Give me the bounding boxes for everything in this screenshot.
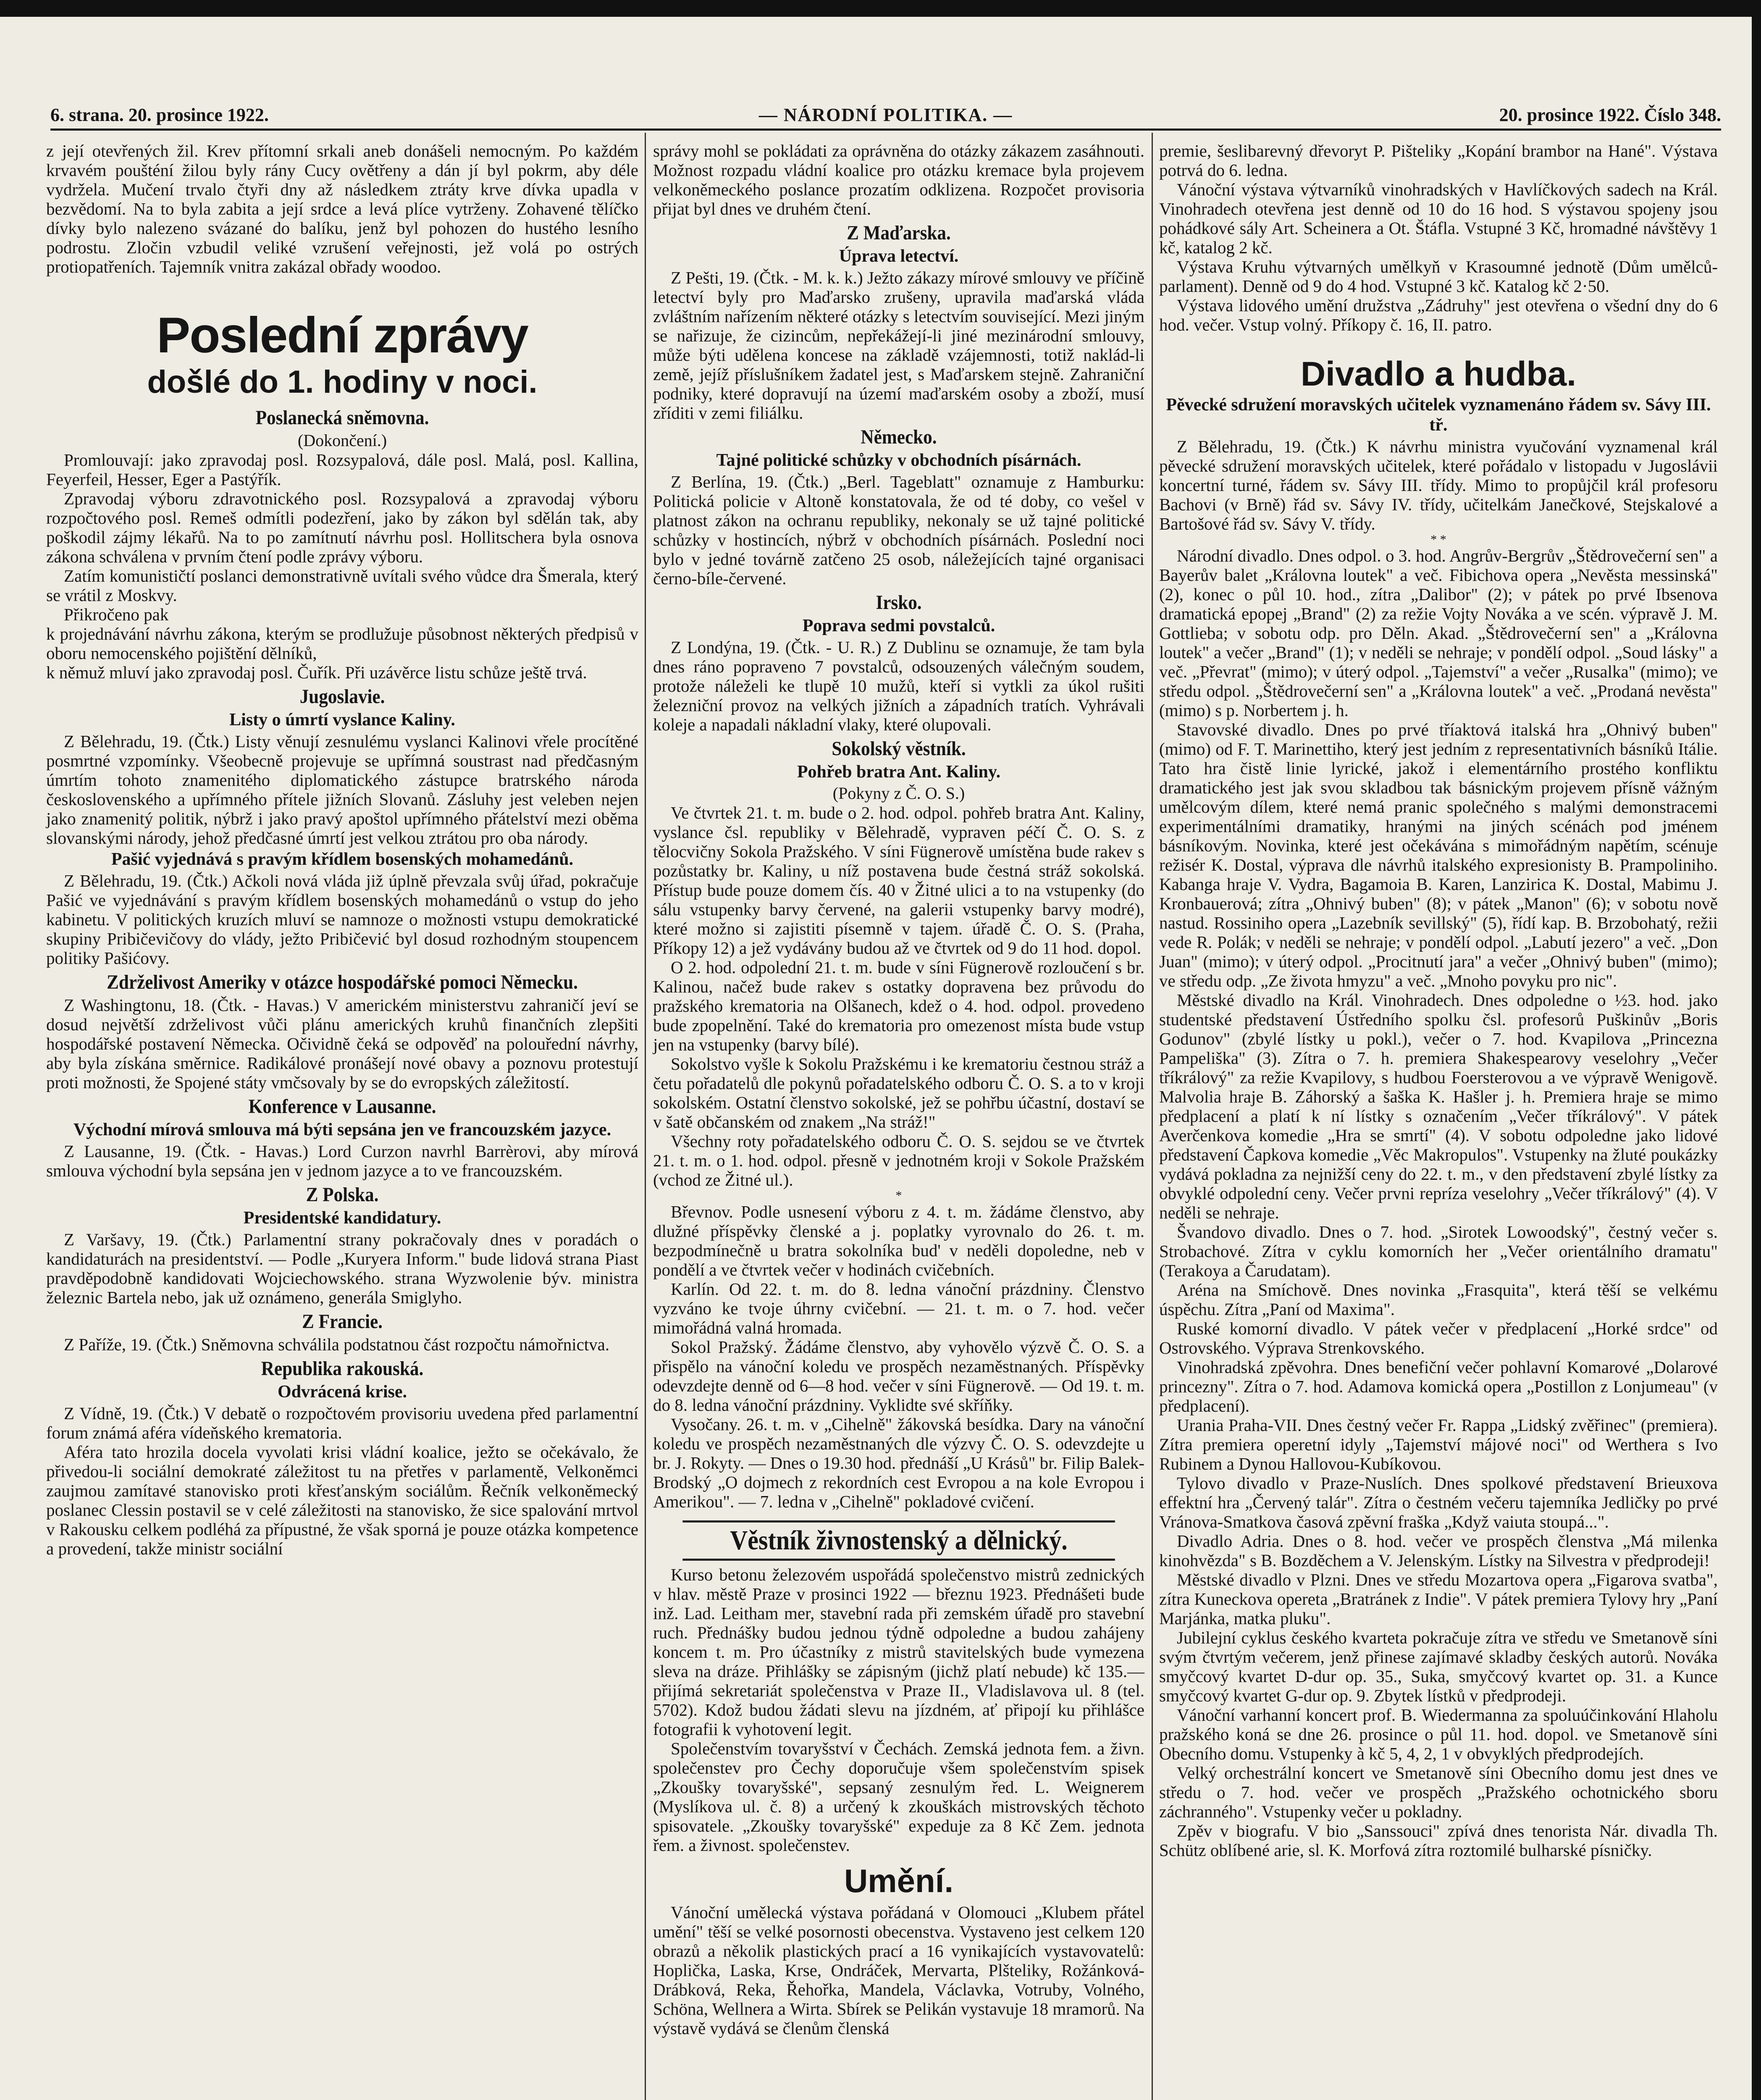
- article-paragraph: O 2. hod. odpolední 21. t. m. bude v síni Fügnerově rozloučení s br. Kalinou, načež bude rakev s ostatky dopravena bez průvodu do pražského krematoria na Olšanech, kdež o 4. hod. odpol. provedeno bude zpopelnění. Také do krematoria pro omezenost místa bude vstup jen na vstupenky (barvy bílé).: [653, 958, 1144, 1054]
- article-paragraph: Z Bělehradu, 19. (Čtk.) K návrhu ministra vyučování vyznamenal král pěvecké sdružení moravských učitelek, které pořádalo v listopadu v Jugoslávii koncertní turné, řádem sv. Sávy III. třídy. Mimo to propůjčil král profesoru Bachovi (v Brně) řád sv. Sávy IV. třídy, učitelkám Janečkové, Stejskalové a Bartošové řád sv. Sávy V. třídy.: [1159, 437, 1718, 533]
- article-paragraph: k projednávání návrhu zákona, kterým se prodlužuje působnost některých předpisů v oboru nemocenského pojištění dělníků,: [46, 624, 638, 663]
- article-subheading: Východní mírová smlouva má býti sepsána jen ve francouzském jazyce.: [73, 1120, 611, 1139]
- article-paragraph: Z Lausanne, 19. (Čtk. - Havas.) Lord Curzon navrhl Barrèrovi, aby mírová smlouva východní byla sepsána jen v jednom jazyce a to ve francouzském.: [46, 1142, 638, 1180]
- article-paragraph: Výstava Kruhu výtvarných umělkyň v Krasoumné jednotě (Dům umělců-parlament). Denně od 9 do 4 hod. Vstupné 3 kč. Katalog kč 2·50.: [1159, 257, 1718, 296]
- article-paragraph: Společenstvím tovaryšství v Čechách. Zemská jednota fem. a živn. společenstev pro Čechy doporučuje všem společenstvím spisek „Zkoušky tovaryšské", sepsaný zesnulým řed. L. Weignerem (Myslíkova ul. č. 8) a určený k zkouškách mistrovských těchoto spisovatele. „Zkoušky tovaryšské" expeduje za 8 Kč Zem. jednota řem. a živnost. společenstev.: [653, 1739, 1144, 1855]
- article-heading: Jugoslavie.: [299, 685, 385, 708]
- article-paragraph: Urania Praha-VII. Dnes čestný večer Fr. Rappa „Lidský zvěřinec" (premiera). Zítra premiera operetní idyly „Tajemství májové noci" od Werthera s Ivo Rubinem a Dynou Hallovou-Kubíkovou.: [1159, 1415, 1718, 1473]
- column-1: [46, 141, 638, 1558]
- masthead-title: — NÁRODNÍ POLITIKA. —: [758, 105, 1013, 125]
- article-paragraph: Jubilejní cyklus českého kvarteta pokračuje zítra ve středu ve Smetanově síni svým čtvrtým večerem, jenž přinese zajímavé skladby českých autorů. Nováka smyčcový kvartet D-dur op. 35., Suka, smyčcový kvartet op. 31. a Kunce smyčcový kvartet G-dur op. 9. Zbytek lístků v předprodeji.: [1159, 1628, 1718, 1705]
- article-heading: Poslanecká sněmovna.: [255, 407, 429, 429]
- article-subheading: Presidentské kandidatury.: [243, 1208, 441, 1228]
- article-paragraph: Městské divadlo na Král. Vinohradech. Dnes odpoledne o ½3. hod. jako studentské představení Ústředního spolku čsl. profesorů Puškinův „Boris Godunov" (zbylé lístky u pokl.), večer o 7. hod. Kvapilova „Princezna Pampeliška" (3). Zítra o 7. h. premiera Shakespearovy veselohry „Večer tříkrálový" za režie Kvapilovy, s hudbou Foersterovou a ve výpravě Wenigově. Malvolia hraje B. Záhorský a šaška K. Hašler j. h. Premiera hraje se mimo předplacení a platí k ní lístky s označením „Večer tříkrálový". V pátek Averčenkova komedie „Hra se smrtí" (4). V sobotu odpoledne jako lidové představení Čapkova komedie „Věc Makropulos". Vstupenky na žluté poukázky vydává pokladna za nejnižší ceny do 22. t. m., v den představení zbylé lístky za obvyklé odpolední ceny. Večer prvni repríza veselohry „Večer tříkrálový" (4). V neděli se nehraje.: [1159, 990, 1718, 1222]
- article-paragraph: Z Bělehradu, 19. (Čtk.) Listy věnují zesnulému vyslanci Kalinovi vřele procítěné posmrtné vzpomínky. Všeobecně projevuje se upřímná soustrast nad předčasným úmrtím tohoto znamenitého diplomatického zástupce bratrského národa československého a upřímného přítele jižních Slovanů. Zásluhy jest veleben nejen jako znamenitý politik, nýbrž i jako pravý apoštol upřímného přátelství mezi oběma slovanskými národy, jehož předčasné úmrtí jest velkou ztrátou pro oba národy.: [46, 732, 638, 848]
- article-heading: Zdrželivost Ameriky v otázce hospodářské pomoci Německu.: [107, 971, 578, 993]
- article-paragraph: Zpěv v biografu. V bio „Sanssouci" zpívá dnes tenorista Nár. divadla Th. Schütz oblíbené arie, sl. K. Morfová zítra roztomilé bulharské písničky.: [1159, 1821, 1718, 1860]
- article-paragraph: Zpravodaj výboru zdravotnického posl. Rozsypalová a zpravodaj výboru rozpočtového posl. Remeš odmítli podezření, jako by zákon byl sdělán tak, aby poškodil zájmy lékařů. Na to po zamítnutí návrhu posl. Hollitschera byla osnova zákona schválena v prvním čtení podle zprávy výboru.: [46, 489, 638, 566]
- article-paragraph: Z Vídně, 19. (Čtk.) V debatě o rozpočtovém provisoriu uvedena před parlamentní forum známá aféra vídeňského krematoria.: [46, 1404, 638, 1442]
- article-paragraph: premie, šeslibarevný dřevoryt P. Pišteliky „Kopání brambor na Hané". Výstava potrvá do 6. ledna.: [1159, 141, 1718, 180]
- article-paragraph: Vánoční varhanní koncert prof. B. Wiedermanna za spoluúčinkování Hlaholu pražského koná se dne 26. prosince o půl 11. hod. dopol. ve Smetanově síni Obecního domu. Vstupenky à kč 5, 4, 2, 1 v obvyklých předprodejích.: [1159, 1705, 1718, 1763]
- article-paragraph: Všechny roty pořadatelského odboru Č. O. S. sejdou se ve čtvrtek 21. t. m. o 1. hod. odpol. přesně v jednotném kroji v Sokole Pražském (vchod ze Žitné ul.).: [653, 1131, 1144, 1189]
- article-paragraph: Ruské komorní divadlo. V pátek večer v předplacení „Horké srdce" od Ostrovského. Výprava Strenkovského.: [1159, 1319, 1718, 1357]
- article-paragraph: k němuž mluví jako zpravodaj posl. Čuřík. Při uzávěrce listu schůze ještě trvá.: [46, 663, 587, 682]
- article-paragraph: Sokol Pražský. Žádáme členstvo, aby vyhovělo výzvě Č. O. S. a přispělo na vánoční koledu ve prospěch nezaměstnaných. Příspěvky odevzdejte denně od 6—8 hod. večer v síni Fügnerově. — Od 19. t. m. do 8. ledna vánoční prázdniny. Vyklidte své skříňky.: [653, 1337, 1144, 1415]
- article-subheading: Tajné politické schůzky v obchodních písárnách.: [716, 451, 1081, 470]
- article-paragraph: Aréna na Smíchově. Dnes novinka „Frasquita", která těší se velkému úspěchu. Zítra „Paní od Maxima".: [1159, 1280, 1718, 1319]
- article-paragraph: Z Paříže, 19. (Čtk.) Sněmovna schválila podstatnou část rozpočtu námořnictva.: [64, 1335, 610, 1354]
- article-paragraph: Stavovské divadlo. Dnes po prvé tříaktová italská hra „Ohnivý buben" (mimo) od F. T. Marinettiho, který jest jedním z representativních básníků Itálie. Tato hra čistě linie lyrické, jakož i elementárního prostého konfliktu dramatického jest jak svou skladbou tak básnickým projevem přísně vážným umělcovým dílem, které nemá pranic společného s malými demonstracemi experimentálními dramatiky, hranými na jiných scénách pod jménem básníkovým. Novinka, které jest očekávána s mimořádným napětím, scénuje režisér K. Dostal, výprava dle návrhů italského expresionisty B. Prampoliniho. Kabanga hraje V. Vydra, Bagamoia B. Karen, Lanzirica K. Dostal, Mabimu J. Kronbauerová; zítra „Ohnivý buben" (8); v pátek „Manon" (6); v sobotu nově nastud. Rossiniho opera „Lazebník sevillský" (5), řídí kap. B. Brzobohatý, režii vede R. Polák; v neděli se nehraje; v pondělí odpol. „Labutí jezero" a več. „Don Juan" (mimo); v úterý odpol. „Procitnutí jara" a večer „Ohnivý buben" (mimo); ve středu odp. „Ze života hmyzu" a več. „Mnoho povyku pro nic".: [1159, 720, 1718, 990]
- article-heading: Republika rakouská.: [261, 1357, 424, 1380]
- section-title: Věstník živnostenský a dělnický.: [682, 1520, 1115, 1561]
- article-paragraph: Z Londýna, 19. (Čtk. - U. R.) Z Dublinu se oznamuje, že tam byla dnes ráno popraveno 7 povstalců, odsouzených válečným soudem, protože náleželi ke tlupě 10 mužů, kteří si vytkli za úkol rušiti železniční provoz na velkých jižních a západních tratích. Vyhrávali koleje a napadali nákladní vlaky, které olupovali.: [653, 638, 1144, 734]
- article-heading: Sokolský věstník.: [832, 738, 966, 760]
- article-subheading: Úprava letectví.: [839, 247, 959, 266]
- article-paragraph: Promlouvají: jako zpravodaj posl. Rozsypalová, dále posl. Malá, posl. Kallina, Feyerfeil, Hesser, Eger a Pastýřík.: [46, 450, 638, 489]
- article-paragraph: Výstava lidového umění družstva „Zádruhy" jest otevřena o všední dny do 6 hod. večer. Vstup volný. Příkopy č. 16, II. patro.: [1159, 296, 1718, 334]
- article-paragraph: Karlín. Od 22. t. m. do 8. ledna vánoční prázdniny. Členstvo vyzváno ke tvoje úhrny cvičební. — 21. t. m. o 7. hod. večer mimořádná valná hromada.: [653, 1279, 1144, 1337]
- page-header: [50, 103, 1721, 131]
- article-paragraph: Z Berlína, 19. (Čtk.) „Berl. Tageblatt" oznamuje z Hamburku: Politická policie v Altoně konstatovala, že od té doby, co vešel v platnost zákon na ochranu republiky, nekonaly se už tajné politické schůzky v hostincích, nýbrž v obchodních písárnách. Poslední noci bylo v jedné továrně zatčeno 25 osob, náležejících tajné organisaci černo-bíle-červené.: [653, 472, 1144, 588]
- article-paragraph: Národní divadlo. Dnes odpol. o 3. hod. Angrův-Bergrův „Štědrovečerní sen" a Bayerův balet „Královna loutek" a več. Fibichova opera „Nevěsta messinská" (2), konec o půl 10. hod., zítra „Dalibor" (2); v pátek po prvé Ibsenova dramatická epopej „Brand" (2) za režie Vojty Nováka a ve scén. výpravě J. M. Gottlieba; v sobotu odp. pro Děln. Akad. „Štědrovečerní sen" a „Královna loutek" a večer „Brand" (1); v neděli se nehraje; v pondělí odpol. „Soud lásky" a več. „Převrat" (mimo); v úterý odpol. „Tajemství" a večer „Rusalka" (mimo); ve středu odpol. „Štědrovečerní sen" a „Královna loutek" a več. „Prodaná nevěsta" (mimo) s p. Norbertem j. h.: [1159, 546, 1718, 720]
- article-heading: Pašić vyjednává s pravým křídlem bosenských mohamedánů.: [111, 850, 574, 869]
- column-rule: [1152, 133, 1153, 2100]
- column-3: [1159, 141, 1718, 1860]
- article-paragraph: Z Bělehradu, 19. (Čtk.) Ačkoli nová vláda již úplně převzala svůj úřad, pokračuje Pašić ve vyjednávání s pravým křídlem bosenských mohamedánů o vstup do jeho kabinetu. V politických kruzích mluví se namnoze o možnosti vstupu demokratické skupiny Pribičevičovy do vlády, ježto Pribičević byl dosud rozhodným stoupencem politiky Pašićovy.: [46, 871, 638, 968]
- scan-edge-right: [1752, 0, 1761, 2100]
- article-paragraph: z její otevřených žil. Krev přítomní srkali aneb donášeli nemocným. Po každém krvavém poušténí žilou byly rány Cucy ovětřeny a dán jí byl pokrm, aby déle vydržela. Mučení trvalo čtyři dny až následkem ztráty krve dívka upadla v bezvědomí. Na to byla zabita a její srdce a levá plíce vytrženy. Zohavené tělíčko dívky bylo nalezeno svázané do balíku, jenž byl pohozen do hustého lesního podrostu. Zločin vzbudil veliké vzrušení veřejnosti, jež volá po ostrých protiopatřeních. Tajemník vnitra zakázal obřady woodoo.: [46, 141, 638, 276]
- section-title: Divadlo a hudba.: [1300, 355, 1577, 393]
- article-paragraph: Zatím komunističtí poslanci demonstrativně uvítali svého vůdce dra Šmerala, který se vrátil z Moskvy.: [46, 566, 638, 605]
- article-paragraph: Z Varšavy, 19. (Čtk.) Parlamentní strany pokračovaly dnes v poradách o kandidaturách na presidentství. — Podle „Kuryera Inform." bude lidová strana Piast pravděpodobně kandidovati Wojciechowského. strana Wyzwolenie býv. ministra železnic Bartela nebo, jak už oznámeno, generála Smiglyho.: [46, 1230, 638, 1307]
- section-subtitle: došlé do 1. hodiny v noci.: [147, 364, 538, 400]
- article-note: (Pokyny z Č. O. S.): [832, 784, 965, 803]
- article-subheading: Listy o úmrtí vyslance Kaliny.: [229, 710, 455, 730]
- article-heading: Irsko.: [876, 591, 922, 614]
- article-paragraph: Vinohradská zpěvohra. Dnes benefiční večer pohlavní Komarové „Dolarové princezny". Zítra o 7. hod. Adamova komická opera „Postillon z Lonjumeau" (v předplacení).: [1159, 1357, 1718, 1415]
- scan-edge-top: [0, 0, 1761, 17]
- article-paragraph: Vánoční umělecká výstava pořádaná v Olomouci „Klubem přátel umění" těší se velké posornosti obecenstva. Vystaveno jest celkem 120 obrazů a několik plastických prací a 16 vynikajících vystavovatelů: Hoplička, Laska, Krse, Ondráček, Mervarta, Plšteliky, Rožánková-Drábková, Reka, Řehořka, Mandela, Václavka, Votruby, Volného, Schöna, Wellnera a Wirta. Sbírek se Pelikán vystavuje 18 mramorů. Na výstavě vydává se členům členská: [653, 1903, 1144, 2038]
- article-paragraph: Vánoční výstava výtvarníků vinohradských v Havlíčkových sadech na Král. Vinohradech otevřena jest denně od 10 do 16 hod. S výstavou spojeny jsou pohádkové sály Art. Scheinera a Ot. Štáfla. Vstupné 3 Kč, hromadné návštěvy 1 kč, katalog 2 kč.: [1159, 180, 1718, 257]
- separator-star: *: [895, 1189, 902, 1202]
- article-paragraph: Divadlo Adria. Dnes o 8. hod. večer ve prospěch členstva „Má milenka kinohvězda" s B. Bozděchem a V. Jelenským. Lístky na Silvestra v předprodeji!: [1159, 1531, 1718, 1570]
- article-heading: Konference v Lausanne.: [248, 1095, 436, 1118]
- article-heading: Z Maďarska.: [847, 222, 951, 244]
- article-paragraph: Sokolstvo vyšle k Sokolu Pražskému i ke krematoriu čestnou stráž a četu pořadatelů dle pokynů pořadatelského odboru Č. O. S. a to v kroji sokolském. Ostatní členstvo sokolské, jež se pohřbu účastní, dostaví se v šatě občanském od znakem „Na stráž!": [653, 1054, 1144, 1131]
- article-paragraph: Velký orchestrální koncert ve Smetanově síni Obecního domu jest dnes ve středu o 7. hod. večer ve prospěch „Pražského ochotnického sboru záchranného". Vstupenky večer u pokladny.: [1159, 1763, 1718, 1821]
- article-heading: Z Francie.: [302, 1310, 383, 1333]
- article-subheading: Odvrácená krise.: [278, 1382, 407, 1402]
- article-paragraph: Ve čtvrtek 21. t. m. bude o 2. hod. odpol. pohřeb bratra Ant. Kaliny, vyslance čsl. republiky v Bělehradě, vypraven péčí Č. O. S. z tělocvičny Sokola Pražského. V síni Fügnerově umístěna bude rakev s pozůstatky br. Kaliny, u níž postavena bude čestná stráž sokolská. Přístup bude pouze domem čís. 40 v Žitné ulici a to na vstupenky (do sálu vstupenky barvy červené, na galerii vstupenky barvy modré), které možno si zajistiti písemně v tajem. úřadě Č. O. S. (Praha, Příkopy 12) a jež vydávány budou až ve čtvrtek od 9 do 11 hod. dopol.: [653, 803, 1144, 958]
- article-paragraph: Přikročeno pak: [64, 605, 169, 624]
- header-issue-right: 20. prosince 1922. Číslo 348.: [1499, 105, 1721, 125]
- article-paragraph: Aféra tato hrozila docela vyvolati krisi vládní koalice, ježto se očekávalo, že přivedou-li sociální demokraté záležitost tu na přetřes v parlamentě, Velkoněmci zaujmou zamítavé stanovisko proti křesťanským sociálům. Řečník velkoněmecký poslanec Clessin postavil se v celé záležitosti na stanovisko, že sice spalování mrtvol v Rakousku celkem podléhá za přípustné, že však sporná je pouze otázka kompetence a provedení, takže ministr sociální: [46, 1442, 638, 1558]
- article-subheading: (Dokončení.): [297, 431, 387, 450]
- article-paragraph: Švandovo divadlo. Dnes o 7. hod. „Sirotek Lowoodský", čestný večer s. Strobachové. Zítra v cyklu komorních her „Večer orientálního dramatu" (Terakoya a Čarudatam).: [1159, 1222, 1718, 1280]
- article-paragraph: Městské divadlo v Plzni. Dnes ve středu Mozartova opera „Figarova svatba", zítra Kuneckova opereta „Bratránek z Indie". V pátek premiera Tylovy hry „Paní Marjánka, matka pluku".: [1159, 1570, 1718, 1628]
- article-subheading: Pohřeb bratra Ant. Kaliny.: [797, 762, 1001, 782]
- article-paragraph: Vysočany. 26. t. m. v „Cihelně" žákovská besídka. Dary na vánoční koledu ve prospěch nezaměstnaných dle výzvy Č. O. S. odevzdejte u br. J. Rokyty. — Dnes o 19.30 hod. přednáší „U Krásů" br. Filip Balek-Brodský „O dojmech z rekordních cest Evropou a na kole Evropou i Amerikou". — 7. ledna v „Cihelně" pokladové cvičení.: [653, 1415, 1144, 1511]
- section-title: Poslední zprávy: [157, 307, 528, 363]
- article-heading: Německo.: [861, 426, 937, 448]
- article-paragraph: Z Pešti, 19. (Čtk. - M. k. k.) Ježto zákazy mírové smlouvy ve příčině letectví byly pro Maďarsko zrušeny, upravila maďarská vláda zvláštním nařízením některé otázky s letectvím související. Mezi jiným se nařizuje, že cizincům, nepřekážejí-li jiné mezinárodní smlouvy, může býti udělena koncese na základě vzájemnosti, totiž naklád-li země, jejíž příslušníkem žadatel jest, s Maďarskem stejně. Zahraniční podniky, které dopravují na území maďarském osoby a zboží, musí zříditi v zemi filiálku.: [653, 268, 1144, 423]
- article-heading: Z Polska.: [306, 1184, 379, 1206]
- article-paragraph: Břevnov. Podle usnesení výboru z 4. t. m. žádáme členstvo, aby dlužné příspěvky členské a j. poplatky vyrovnalo do 26. t. m. bezpodmínečně u bratra sokolníka bud' v neděli dopoledne, neb v pondělí a ve čtvrtek večer v hodinách cvičebních.: [653, 1202, 1144, 1279]
- column-2: [653, 141, 1144, 2038]
- column-rule: [645, 133, 646, 2100]
- article-subheading: Poprava sedmi povstalců.: [802, 616, 995, 635]
- section-title: Umění.: [844, 1862, 954, 1899]
- header-date-left: 6. strana. 20. prosince 1922.: [50, 105, 269, 125]
- article-paragraph: Kurso betonu železovém uspořádá společenstvo mistrů zednických v hlav. městě Praze v prosinci 1922 — březnu 1923. Přednášeti bude inž. Lad. Leitham mer, stavební rada při zemském úřadě pro stavební ruch. Přednášky budou jednou týdně odpoledne a budou zahájeny koncem t. m. Pro účastníky z mistrů stavitelských bude vymezena sleva na dráze. Přihlášky se zápisným (jichž platí nebude) kč 135.— přijímá sekretariát společenstva v Praze II., Vladislavova ul. 8 (tel. 5702). Kdož budou žádati slevu na jízdném, ať připojí ku přihlášce fotografii k vyhotovení legit.: [653, 1565, 1144, 1739]
- article-paragraph: Z Washingtonu, 18. (Čtk. - Havas.) V americkém ministerstvu zahraničí jeví se dosud největší zdrželivost vůči plánu amerických kruhů finančních zlepšiti hospodářské postavení Německa. Očividně čeká se odpověď na polouřední návrhy, aby byla získána směrnice. Radikálové pronášejí nové obavy a poznovu protestují proti možnosti, že Spojené státy vmčsovaly by se do evropských záležitostí.: [46, 995, 638, 1092]
- article-heading: Pěvecké sdružení moravských učitelek vyznamenáno řádem sv. Sávy III. tř.: [1166, 395, 1711, 435]
- separator-star: * *: [1430, 533, 1446, 546]
- article-paragraph: správy mohl se pokládati za oprávněna do otázky zákazem zasáhnouti. Možnost rozpadu vládní koalice pro otázku kremace byla projevem velkoněmeckého poslance prozatím odklizena. Rozpočet provisoria přijat byl dnes ve druhém čtení.: [653, 141, 1144, 218]
- article-paragraph: Tylovo divadlo v Praze-Nuslích. Dnes spolkové představení Brieuxova effektní hra „Červený talár". Zítra o čestném večeru tajemníka Jedličky po prvé Vránova-Smatkova časová zpěvní fraška „Když vaiuta stoupá...".: [1159, 1473, 1718, 1531]
